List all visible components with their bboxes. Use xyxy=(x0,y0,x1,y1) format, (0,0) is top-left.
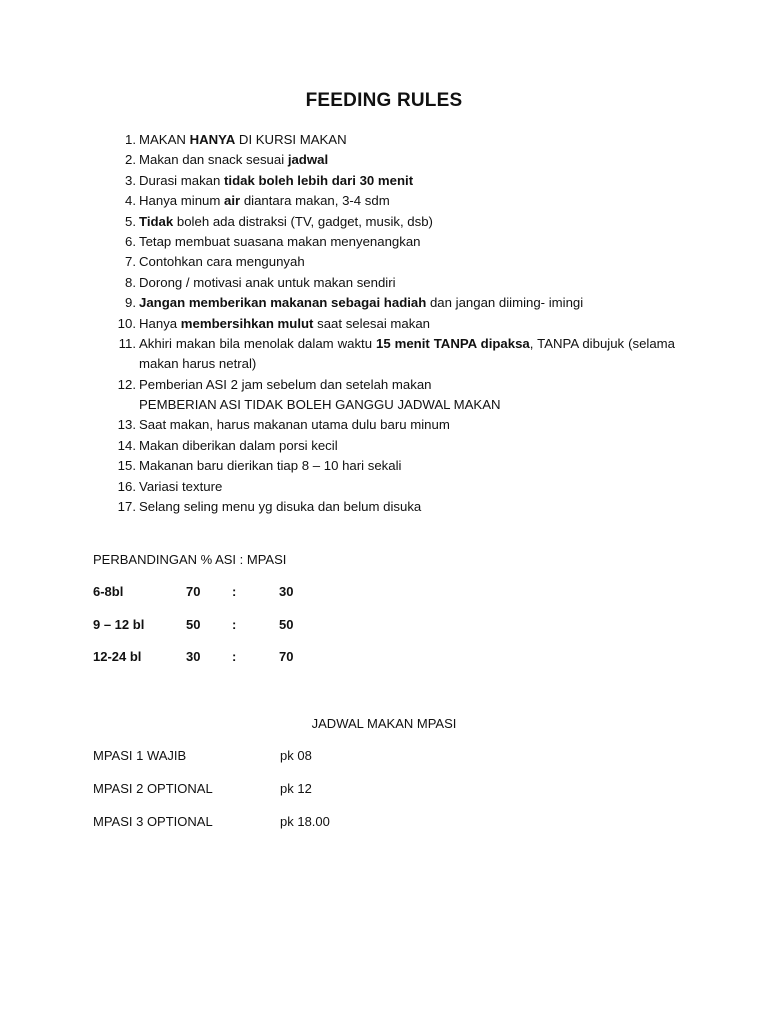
rule-text-segment: Dorong / motivasi anak untuk makan sendiri xyxy=(139,274,396,290)
ratio-row xyxy=(0,617,768,637)
rule-text-bold: membersihkan mulut xyxy=(180,315,314,331)
rule-item xyxy=(0,273,768,293)
rule-text xyxy=(139,497,675,517)
rule-text-segment: Saat makan, harus makanan utama dulu baru minum xyxy=(139,417,450,433)
rule-text xyxy=(139,375,675,395)
rule-item xyxy=(0,130,768,150)
schedule-meal-time: pk 18.00 xyxy=(280,814,330,829)
rule-text-segment: boleh ada distraksi (TV, gadget, musik, dsb) xyxy=(173,213,433,229)
rule-text-segment: Contohkan cara mengunyah xyxy=(139,254,305,270)
rule-text-segment: Hanya minum xyxy=(139,193,225,209)
rule-text-bold: HANYA xyxy=(189,132,236,147)
rule-text-bold: air xyxy=(224,193,241,209)
rule-text-bold: Jangan memberikan makanan sebagai hadiah xyxy=(139,295,427,311)
schedule-row xyxy=(0,781,768,801)
rule-text xyxy=(139,252,675,272)
rule-text-segment: saat selesai makan xyxy=(313,315,431,331)
rule-text-bold: Tidak xyxy=(139,213,174,229)
rule-number: 11. xyxy=(118,335,136,351)
rule-item xyxy=(0,314,768,334)
rule-text-segment: Makan diberikan dalam porsi kecil xyxy=(139,437,338,453)
ratio-row xyxy=(0,584,768,604)
schedule-meal-name: MPASI 1 WAJIB xyxy=(93,748,187,763)
rule-text-segment: , TANPA dibujuk (selama makan harus netral) xyxy=(139,335,675,372)
rule-item xyxy=(0,150,768,170)
schedule-meal-name: MPASI 2 OPTIONAL xyxy=(93,781,213,796)
rule-item xyxy=(0,497,768,517)
rule-text xyxy=(139,212,675,232)
rule-number: 4. xyxy=(125,193,136,209)
rule-text-segment: Pemberian ASI 2 jam sebelum dan setelah makan xyxy=(139,376,432,392)
ratio-age: 9 – 12 bl xyxy=(93,617,145,632)
rule-number: 2. xyxy=(125,152,136,168)
ratio-mpasi-value: 70 xyxy=(279,649,294,664)
ratio-separator: : xyxy=(232,649,237,664)
rule-number: 9. xyxy=(125,295,136,311)
rule-text-segment: Hanya xyxy=(139,315,181,331)
rule-item xyxy=(0,334,768,375)
rule-text xyxy=(139,273,675,293)
ratio-asi-value: 50 xyxy=(186,617,201,632)
schedule-meal-time: pk 08 xyxy=(280,748,312,763)
rule-item xyxy=(0,436,768,456)
ratio-row xyxy=(0,649,768,669)
rule-text-segment: diantara makan, 3-4 sdm xyxy=(240,193,390,209)
rule-number: 15. xyxy=(117,458,136,474)
rule-text xyxy=(139,477,675,497)
rule-item xyxy=(0,212,768,232)
rule-item xyxy=(0,232,768,252)
ratio-separator: : xyxy=(232,617,237,632)
schedule-meal-time: pk 12 xyxy=(280,781,312,796)
rule-text-bold: jadwal xyxy=(287,152,329,168)
rule-item xyxy=(0,252,768,272)
ratio-age: 12-24 bl xyxy=(93,649,142,664)
page-title: FEEDING RULES xyxy=(305,90,463,111)
rule-text-segment: DI KURSI MAKAN xyxy=(235,132,347,147)
rule-text-segment: PEMBERIAN ASI TIDAK BOLEH GANGGU JADWAL MAKAN xyxy=(139,397,501,413)
rule-item xyxy=(0,375,768,395)
rule-number: 8. xyxy=(125,274,136,290)
rule-number: 5. xyxy=(125,213,136,229)
rule-number: 7. xyxy=(125,254,136,270)
rule-text-segment: dan jangan diiming- imingi xyxy=(426,295,584,311)
rule-item xyxy=(0,191,768,211)
rule-text-segment: Tetap membuat suasana makan menyenangkan xyxy=(139,233,421,249)
rule-text-segment: Durasi makan xyxy=(139,172,225,188)
rule-text xyxy=(139,150,675,170)
rule-number: 17. xyxy=(117,499,136,515)
schedule-row xyxy=(0,814,768,834)
ratio-separator: : xyxy=(232,584,237,599)
rule-item xyxy=(0,395,768,415)
rule-text xyxy=(139,171,675,191)
rule-text xyxy=(139,436,675,456)
rule-text-segment: MAKAN xyxy=(139,132,190,147)
rule-number: 16. xyxy=(117,478,136,494)
rule-text xyxy=(139,334,675,375)
feeding-rules-list xyxy=(0,130,768,517)
rule-text-segment: Selang seling menu yg disuka dan belum disuka xyxy=(139,499,422,515)
rule-item xyxy=(0,415,768,435)
rule-text-bold: tidak boleh lebih dari 30 menit xyxy=(224,172,414,188)
schedule-heading: JADWAL MAKAN MPASI xyxy=(311,716,457,731)
rule-text xyxy=(139,191,675,211)
rule-text xyxy=(139,130,675,150)
rule-text-bold: 15 menit TANPA dipaksa xyxy=(375,335,530,351)
rule-text xyxy=(139,293,675,313)
schedule-meal-name: MPASI 3 OPTIONAL xyxy=(93,814,213,829)
rule-number: 3. xyxy=(125,172,136,188)
rule-item xyxy=(0,293,768,313)
ratio-age: 6-8bl xyxy=(93,584,124,599)
ratio-asi-value: 70 xyxy=(186,584,201,599)
rule-number: 13. xyxy=(117,417,136,433)
rule-text xyxy=(139,415,675,435)
ratio-heading: PERBANDINGAN % ASI : MPASI xyxy=(93,552,287,567)
rule-text-segment: Variasi texture xyxy=(139,478,223,494)
rule-item xyxy=(0,456,768,476)
rule-number: 1. xyxy=(125,132,136,147)
rule-text-segment: Makan dan snack sesuai xyxy=(139,152,288,168)
rule-item xyxy=(0,477,768,497)
rule-text-segment: Makanan baru dierikan tiap 8 – 10 hari sekali xyxy=(139,458,402,474)
rule-text xyxy=(139,314,675,334)
ratio-mpasi-value: 30 xyxy=(279,584,294,599)
rule-item xyxy=(0,171,768,191)
rule-text xyxy=(139,232,675,252)
rule-number: 14. xyxy=(117,437,136,453)
ratio-mpasi-value: 50 xyxy=(279,617,294,632)
rule-number: 10. xyxy=(117,315,136,331)
rule-text-segment: Akhiri makan bila menolak dalam waktu xyxy=(139,335,376,351)
schedule-row xyxy=(0,748,768,768)
ratio-asi-value: 30 xyxy=(186,649,201,664)
rule-text xyxy=(139,395,675,415)
rule-number: 6. xyxy=(125,233,136,249)
rule-text xyxy=(139,456,675,476)
rule-number: 12. xyxy=(117,376,136,392)
